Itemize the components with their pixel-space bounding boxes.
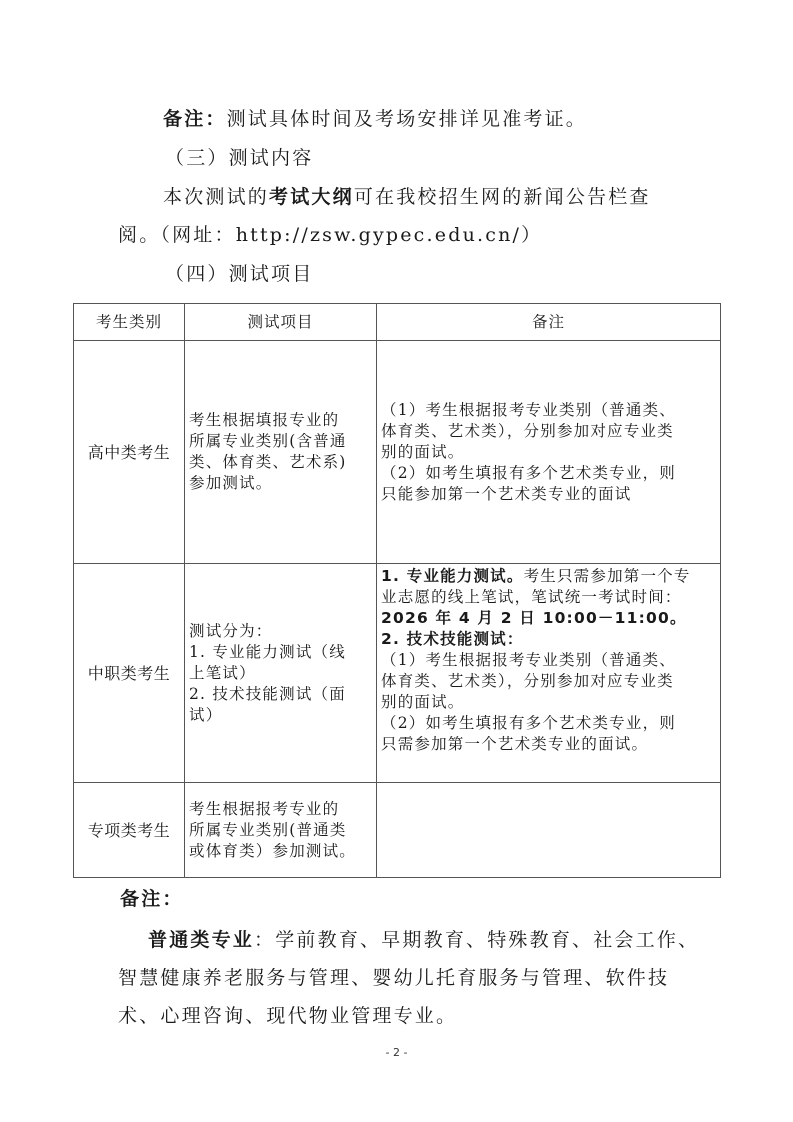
remark-exam-date: 2026 年 4 月 2 日 10:00－11:00。 bbox=[381, 609, 687, 627]
section-3-paragraph bbox=[163, 185, 651, 209]
colon: ： bbox=[254, 929, 276, 951]
general-majors-label: 普通类专业 bbox=[148, 929, 255, 951]
remark-bold-heading: 1. 专业能力测试。 bbox=[381, 567, 524, 585]
header-remarks: 备注 bbox=[377, 304, 721, 341]
para-text: 可在我校招生网的新闻公告栏查 bbox=[353, 186, 651, 208]
row-remark: （1）考生根据报考专业类别（普通类、 体育类、艺术类），分别参加对应专业类 别的面试。 （2）如考生填报有多个艺术类专业，则 只能参加第一个艺术类专业的面试 bbox=[377, 341, 721, 564]
row-test-items: 考生根据报考专业的 所属专业类别(普通类 或体育类）参加测试。 bbox=[185, 783, 377, 878]
test-items-table bbox=[73, 303, 721, 878]
section-4-heading: （四）测试项目 bbox=[165, 263, 314, 285]
remark-text: （1）考生根据报考专业类别（普通类、 体育类、艺术类），分别参加对应专业类 别的面试。 （2）如考生填报有多个艺术类专业，则 只需参加第一个艺术类专业的面试。 bbox=[381, 651, 676, 753]
row-test-items: 考生根据填报专业的 所属专业类别(含普通 类、体育类、艺术系) 参加测试。 bbox=[185, 341, 377, 564]
footer-note-label: 备注： bbox=[120, 888, 184, 910]
row-test-items: 测试分为： 1. 专业能力测试（线 上笔试） 2. 技术技能测试（面 试） bbox=[185, 564, 377, 783]
table-row bbox=[74, 564, 721, 783]
row-remark bbox=[377, 564, 721, 783]
remark-bold-heading: 2. 技术技能测试： bbox=[381, 630, 524, 648]
header-category: 考生类别 bbox=[74, 304, 185, 341]
general-majors-line-3: 术、心理咨询、现代物业管理专业。 bbox=[118, 1005, 458, 1027]
exam-note-label: 备注： bbox=[163, 108, 227, 130]
section-3-heading: （三）测试内容 bbox=[165, 147, 314, 169]
row-category: 专项类考生 bbox=[74, 783, 185, 878]
row-category: 高中类考生 bbox=[74, 341, 185, 564]
general-majors-line-1 bbox=[148, 928, 699, 952]
page-number: - 2 - bbox=[385, 1046, 408, 1059]
table-header-row bbox=[74, 304, 721, 341]
exam-note-text: 测试具体时间及考场安排详见准考证。 bbox=[226, 108, 588, 130]
table-row bbox=[74, 341, 721, 564]
exam-note bbox=[163, 107, 587, 131]
table-row bbox=[74, 783, 721, 878]
general-majors-line-2: 智慧健康养老服务与管理、婴幼儿托育服务与管理、软件技 bbox=[118, 967, 670, 989]
header-test-items: 测试项目 bbox=[185, 304, 377, 341]
remark-text: 考生只需参加第一个专 业志愿的线上笔试，笔试统一考试时间： bbox=[381, 567, 691, 606]
row-category: 中职类考生 bbox=[74, 564, 185, 783]
exam-syllabus-emphasis: 考试大纲 bbox=[269, 186, 354, 208]
general-majors-text: 学前教育、早期教育、特殊教育、社会工作、 bbox=[275, 929, 700, 951]
row-remark bbox=[377, 783, 721, 878]
section-3-paragraph-url-line: 阅。（网址：http://zsw.gypec.edu.cn/） bbox=[118, 224, 543, 246]
para-text: 本次测试的 bbox=[163, 186, 270, 208]
